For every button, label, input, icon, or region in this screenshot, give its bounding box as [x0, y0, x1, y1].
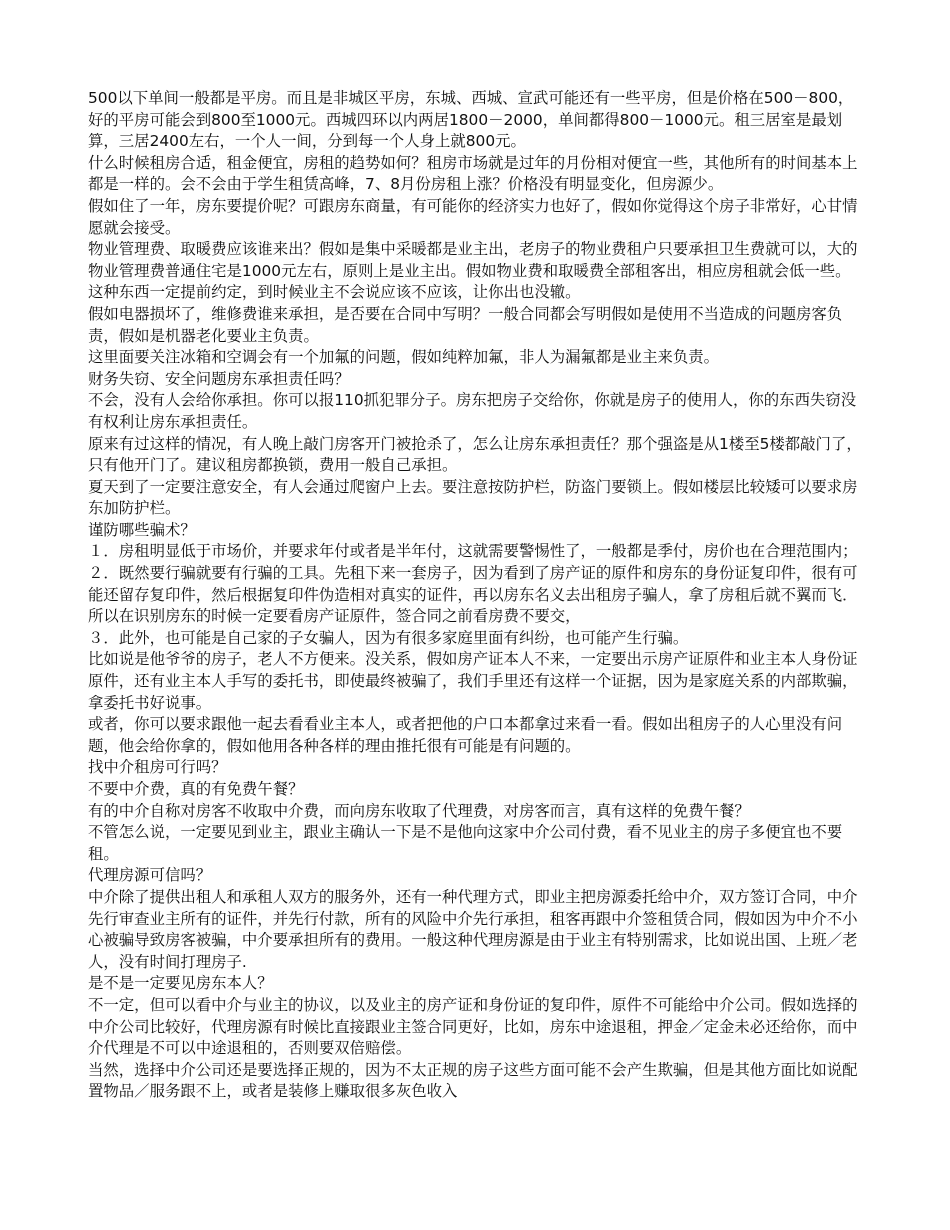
paragraph: 不一定，但可以看中介与业主的协议，以及业主的房产证和身份证的复印件，原件不可能给中介公司。假如选择的中介公司比较好，代理房源有时候比直接跟业主签合同更好，比如，房东中途退租，押金／定金未必还给你，而中介代理是不可以中途退租的，否则要双倍赔偿。 — [88, 995, 858, 1058]
paragraph: 有的中介自称对房客不收取中介费，而向房东收取了代理费，对房客而言，真有这样的免费午餐？ — [88, 801, 750, 820]
paragraph: 500以下单间一般都是平房。而且是非城区平房，东城、西城、宣武可能还有一些平房，但是价格在500－800，好的平房可能会到800至1000元。西城四环以内两居1800－2000，单间都得800－1000元。租三居室是最划算，三居2400左右，一个人一间，分到每一个人身上就800元。 — [88, 89, 854, 151]
paragraph: ３．此外，也可能是自己家的子女骗人，因为有很多家庭里面有纠纷，也可能产生行骗。 — [88, 628, 689, 647]
paragraph: 不会，没有人会给你承担。你可以报110抓犯罪分子。房东把房子交给你，你就是房子的使用人，你的东西失窃没有权利让房东承担责任。 — [88, 391, 857, 431]
section-question: 找中介租房可行吗？ — [88, 758, 227, 777]
paragraph: 不管怎么说，一定要见到业主，跟业主确认一下是不是他向这家中介公司付费，看不见业主的房子多便宜也不要租。 — [88, 823, 843, 863]
paragraph: 中介除了提供出租人和承租人双方的服务外，还有一种代理方式，即业主把房源委托给中介，双方签订合同，中介先行审查业主所有的证件，并先行付款，所有的风险中介先行承担，租客再跟中介签租赁合同，假如因为中介不小心被骗导致房客被骗，中介要承担所有的费用。一般这种代理房源是由于业主有特别需求，比如说出国、上班／老人，没有时间打理房子. — [88, 887, 858, 971]
paragraph: 原来有过这样的情况，有人晚上敲门房客开门被抢杀了，怎么让房东承担责任？那个强盗是从1楼至5楼都敲门了，只有他开门了。建议租房都换锁，费用一般自己承担。 — [88, 434, 862, 475]
paragraph: 比如说是他爷爷的房子，老人不方便来。没关系，假如房产证本人不来，一定要出示房产证原件和业主本人身份证原件，还有业主本人手写的委托书，即使最终被骗了，我们手里还有这样一个证据，因为是家庭关系的内部欺骗，拿委托书好说事。 — [88, 650, 858, 712]
section-question: 谨防哪些骗术？ — [88, 520, 196, 539]
section-question: 代理房源可信吗？ — [88, 866, 212, 885]
section-question: 财务失窃、安全问题房东承担责任吗？ — [88, 369, 350, 388]
paragraph: 当然，选择中介公司还是要选择正规的，因为不太正规的房子这些方面可能不会产生欺骗，但是其他方面比如说配置物品／服务跟不上，或者是装修上赚取很多灰色收入 — [88, 1060, 858, 1101]
section-question: 不要中介费，真的有免费午餐？ — [88, 780, 304, 798]
paragraph: 什么时候租房合适，租金便宜，房租的趋势如何？租房市场就是过年的月份相对便宜一些，其他所有的时间基本上都是一样的。会不会由于学生租赁高峰，7、8月份房租上涨？价格没有明显变化，但房源少。 — [88, 153, 858, 194]
paragraph: 假如电器损坏了，维修费谁来承担，是否要在合同中写明？一般合同都会写明假如是使用不当造成的问题房客负责，假如是机器老化要业主负责。 — [88, 304, 843, 345]
paragraph: １．房租明显低于市场价，并要求年付或者是半年付，这就需要警惕性了，一般都是季付，房价也在合理范围内； ２．既然要行骗就要有行骗的工具。先租下来一套房子，因为看到了房产证的原件和房东的身份证复印件，很有可能还留存复印件，然后根据复印件伪造相对真实的证件，再以房东名义去出租房子骗人，拿了房租后就不翼而飞． 所以在识别房东的时候一定要看房产证原件，签合同之前看房费不要交， — [88, 542, 866, 626]
paragraph: 物业管理费、取暖费应该谁来出？假如是集中采暖都是业主出，老房子的物业费租户只要承担卫生费就可以，大的物业管理费普通住宅是1000元左右，原则上是业主出。假如物业费和取暖费全部租客出，相应房租就会低一些。 这种东西一定提前约定，到时候业主不会说应该不应该，让你出也没辙。 — [88, 240, 859, 302]
section-question: 是不是一定要见房东本人？ — [88, 974, 273, 993]
paragraph: 夏天到了一定要注意安全，有人会通过爬窗户上去。要注意按防护栏，防盗门要锁上。假如楼层比较矮可以要求房东加防护栏。 — [88, 477, 858, 518]
paragraph: 假如住了一年，房东要提价呢？可跟房东商量，有可能你的经济实力也好了，假如你觉得这个房子非常好，心甘情愿就会接受。 — [88, 196, 858, 237]
paragraph: 或者，你可以要求跟他一起去看看业主本人，或者把他的户口本都拿过来看一看。假如出租房子的人心里没有问题，他会给你拿的，假如他用各种各样的理由推托很有可能是有问题的。 — [88, 715, 843, 755]
paragraph: 这里面要关注冰箱和空调会有一个加氟的问题，假如纯粹加氟，非人为漏氟都是业主来负责。 — [88, 348, 720, 367]
